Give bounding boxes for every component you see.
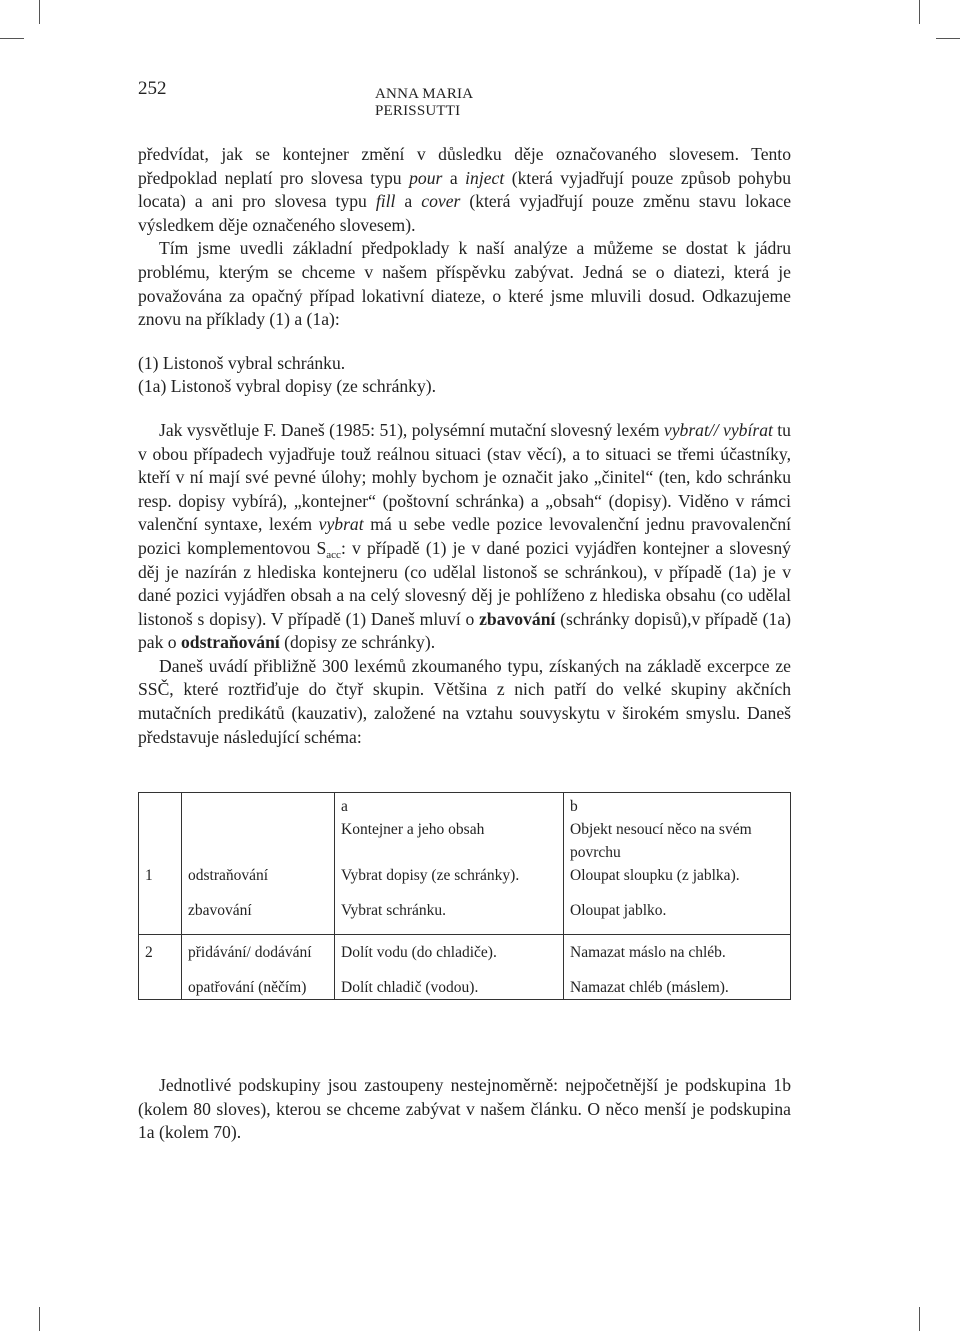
table-row: 1 odstraňování Vybrat dopisy (ze schránky). Oloupat sloupku (z jablka). [139, 864, 791, 887]
running-head: ANNA MARIA PERISSUTTI [375, 86, 473, 119]
paragraph-4: Daneš uvádí přibližně 300 lexémů zkoumaného typu, získaných na základě excerpce ze SSČ, které roztřiďuje do čtyř skupin. Většina z nich patří do velké skupiny akčních mutačních predikátů (kauzativ), založené na vztahu souvyskytu v širokém smyslu. Daneš představuje následující schéma: [138, 655, 791, 747]
table-header-row [139, 793, 791, 865]
paragraph-2: Tím jsme uvedli základní předpoklady k naší analýze a můžeme se dostat k jádru problému, kterým se chceme v našem příspěvku zabývat. Jedná se o diatezi, která je považována za opačný případ lokativní diateze, o které jsme mluvili dosud. Odkazujeme znovu na příklady (1) a (1a): [138, 238, 791, 330]
column-a-header: a Kontejner a jeho obsah [335, 793, 564, 865]
crop-mark [39, 0, 40, 24]
crop-mark [936, 38, 960, 39]
column-b-header: b Objekt nesoucí něco na svém povrchu [564, 793, 791, 865]
crop-mark [0, 38, 24, 39]
example-1a: (1a) Listonoš vybral dopisy (ze schránky). [138, 376, 437, 397]
example-1: (1) Listonoš vybral schránku. [138, 352, 346, 373]
body-text-bottom [138, 1074, 791, 1145]
paragraph-1: předvídat, jak se kontejner změní v důsledku děje označovaného slovesem. Tento předpoklad neplatí pro slovesa typu pour a inject (která vyjadřují pouze způsob pohybu locata) a ani pro slovesa typu fill a cover (která vyjadřují pouze změnu stavu lokace výsledkem děje označeného slovesem). [138, 144, 792, 235]
table-row: zbavování Vybrat schránku. Oloupat jablko. [139, 887, 791, 935]
crop-mark [39, 1307, 40, 1331]
page-number: 252 [138, 78, 167, 99]
paragraph-3: Jak vysvětluje F. Daneš (1985: 51), polysémní mutační slovesný lexém vybrat// vybírat tu v obou případech vyjadřuje touž reálnou situaci (stav věcí), a to situaci se třemi účastníky, kteří v ní mají své pevné úlohy; mohly bychom je označit jako „činitel“ (ten, kdo schránku resp. dopisy vybírá), „kontejner“ (poštovní schránka) a „obsah“ (dopisy). Viděno v rámci valenční syntaxe, lexém vybrat má u sebe vedle pozice levovalenční jednu pravovalenční pozici komplementovou $S_{acc}$: v případě (1) je v dané pozici vyjádřen kontejner a slovesný děj je nazírán z hlediska kontejneru (co udělal listonoš se schránkou), v případě (1a) je v dané pozici vyjádřen obsah a na celý slovesný děj je pohlíženo z hlediska obsahu (co udělal listonoš s dopisy). V případě (1) Daneš mluví o zbavování (schránky dopisů),v případě (1a) pak o odstraňování (dopisy ze schránky). [138, 419, 791, 653]
page-header [138, 78, 558, 119]
paragraph-5: Jednotlivé podskupiny jsou zastoupeny nestejnoměrně: nejpočetnější je podskupina 1b (kolem 80 sloves), kterou se chceme zabývat v našem článku. O něco menší je podskupina 1a (kolem 70). [138, 1075, 791, 1143]
schema-table [138, 792, 791, 1000]
table-row: opatřování (něčím) Dolít chladič (vodou). Namazat chléb (máslem). [139, 964, 791, 1000]
crop-mark [919, 1307, 920, 1331]
body-text-top [138, 143, 791, 749]
table-row: 2 přidávání/ dodávání Dolít vodu (do chladiče). Namazat máslo na chléb. [139, 935, 791, 965]
crop-mark [919, 0, 920, 24]
